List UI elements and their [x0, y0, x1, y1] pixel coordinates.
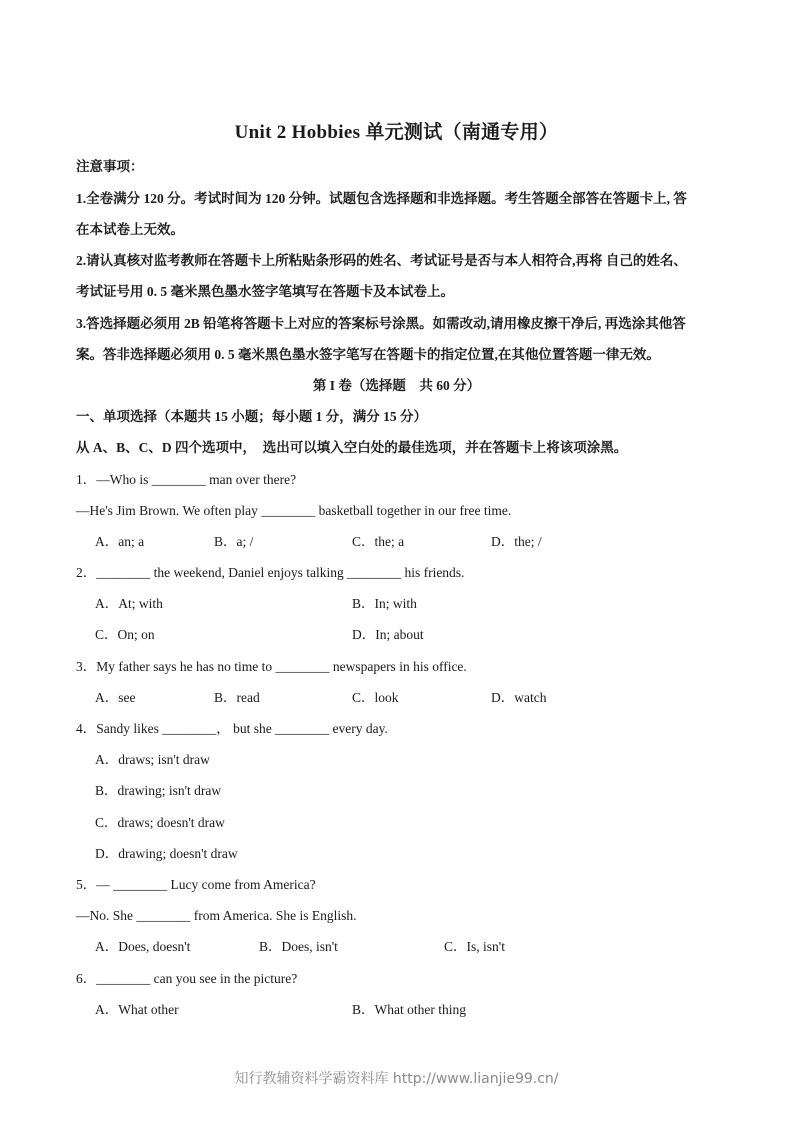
option: A．see [95, 690, 136, 705]
option: A．At; with [95, 596, 163, 611]
page-title: Unit 2 Hobbies 单元测试（南通专用） [234, 122, 559, 143]
note-line: 3.答选择题必须用 2B 铅笔将答题卡上对应的答案标号涂黑。如需改动,请用橡皮擦干净后, 再选涂其他答 [76, 316, 686, 331]
option: D．watch [491, 690, 547, 705]
question-stem: 3．My father says he has no time to ________ newspapers in his office. [76, 659, 467, 674]
option: A．Does, doesn't [95, 939, 191, 954]
question-stem: 5．— ________ Lucy come from America? [76, 877, 316, 892]
option: D．the; / [491, 534, 542, 549]
question-stem: 1．—Who is ________ man over there? [76, 472, 297, 487]
notes-heading: 注意事项： [76, 159, 144, 174]
question-stem: 2．________ the weekend, Daniel enjoys talking ________ his friends. [76, 565, 465, 580]
option: C．Is, isn't [444, 939, 505, 954]
section-instruction: 从 A、B、C、D 四个选项中， 选出可以填入空白处的最佳选项，并在答题卡上将该项涂黑。 [76, 440, 628, 455]
option: A．an; a [95, 534, 145, 549]
option: B．read [214, 690, 260, 705]
note-line: 考试证号用 0. 5 毫米黑色墨水签字笔填写在答题卡及本试卷上。 [76, 284, 454, 299]
footer-watermark: 知行教辅资料学霸资料库 http://www.lianjie99.cn/ [234, 1071, 559, 1087]
option: D．In; about [352, 627, 424, 642]
question-stem: 4．Sandy likes ________， but she ________ every day. [76, 721, 388, 736]
option: A．What other [95, 1002, 179, 1017]
question-stem: —He's Jim Brown. We often play ________ basketball together in our free time. [76, 503, 512, 518]
option: A．draws; isn't draw [95, 752, 210, 767]
option: B．What other thing [352, 1002, 466, 1017]
option: B．Does, isn't [259, 939, 338, 954]
option: C．look [352, 690, 399, 705]
option: B．In; with [352, 596, 417, 611]
section-heading: 一、单项选择（本题共 15 小题；每小题 1 分，满分 15 分） [76, 409, 427, 424]
option: D．drawing; doesn't draw [95, 846, 238, 861]
note-line: 在本试卷上无效。 [76, 222, 184, 237]
option: C．the; a [352, 534, 405, 549]
note-line: 案。答非选择题必须用 0. 5 毫米黑色墨水签字笔写在答题卡的指定位置,在其他位置答题一律无效。 [76, 347, 660, 362]
note-line: 1.全卷满分 120 分。考试时间为 120 分钟。试题包含选择题和非选择题。考生答题全部答在答题卡上, 答 [76, 191, 687, 206]
option: B．a; / [214, 534, 254, 549]
question-stem: —No. She ________ from America. She is English. [76, 908, 357, 923]
option: C．draws; doesn't draw [95, 815, 225, 830]
part-heading: 第 I 卷（选择题 共 60 分） [312, 378, 481, 393]
option: B．drawing; isn't draw [95, 783, 222, 798]
note-line: 2.请认真核对监考教师在答题卡上所粘贴条形码的姓名、考试证号是否与本人相符合,再将 自己的姓名、 [76, 253, 687, 268]
option: C．On; on [95, 627, 155, 642]
question-stem: 6．________ can you see in the picture? [76, 971, 298, 986]
